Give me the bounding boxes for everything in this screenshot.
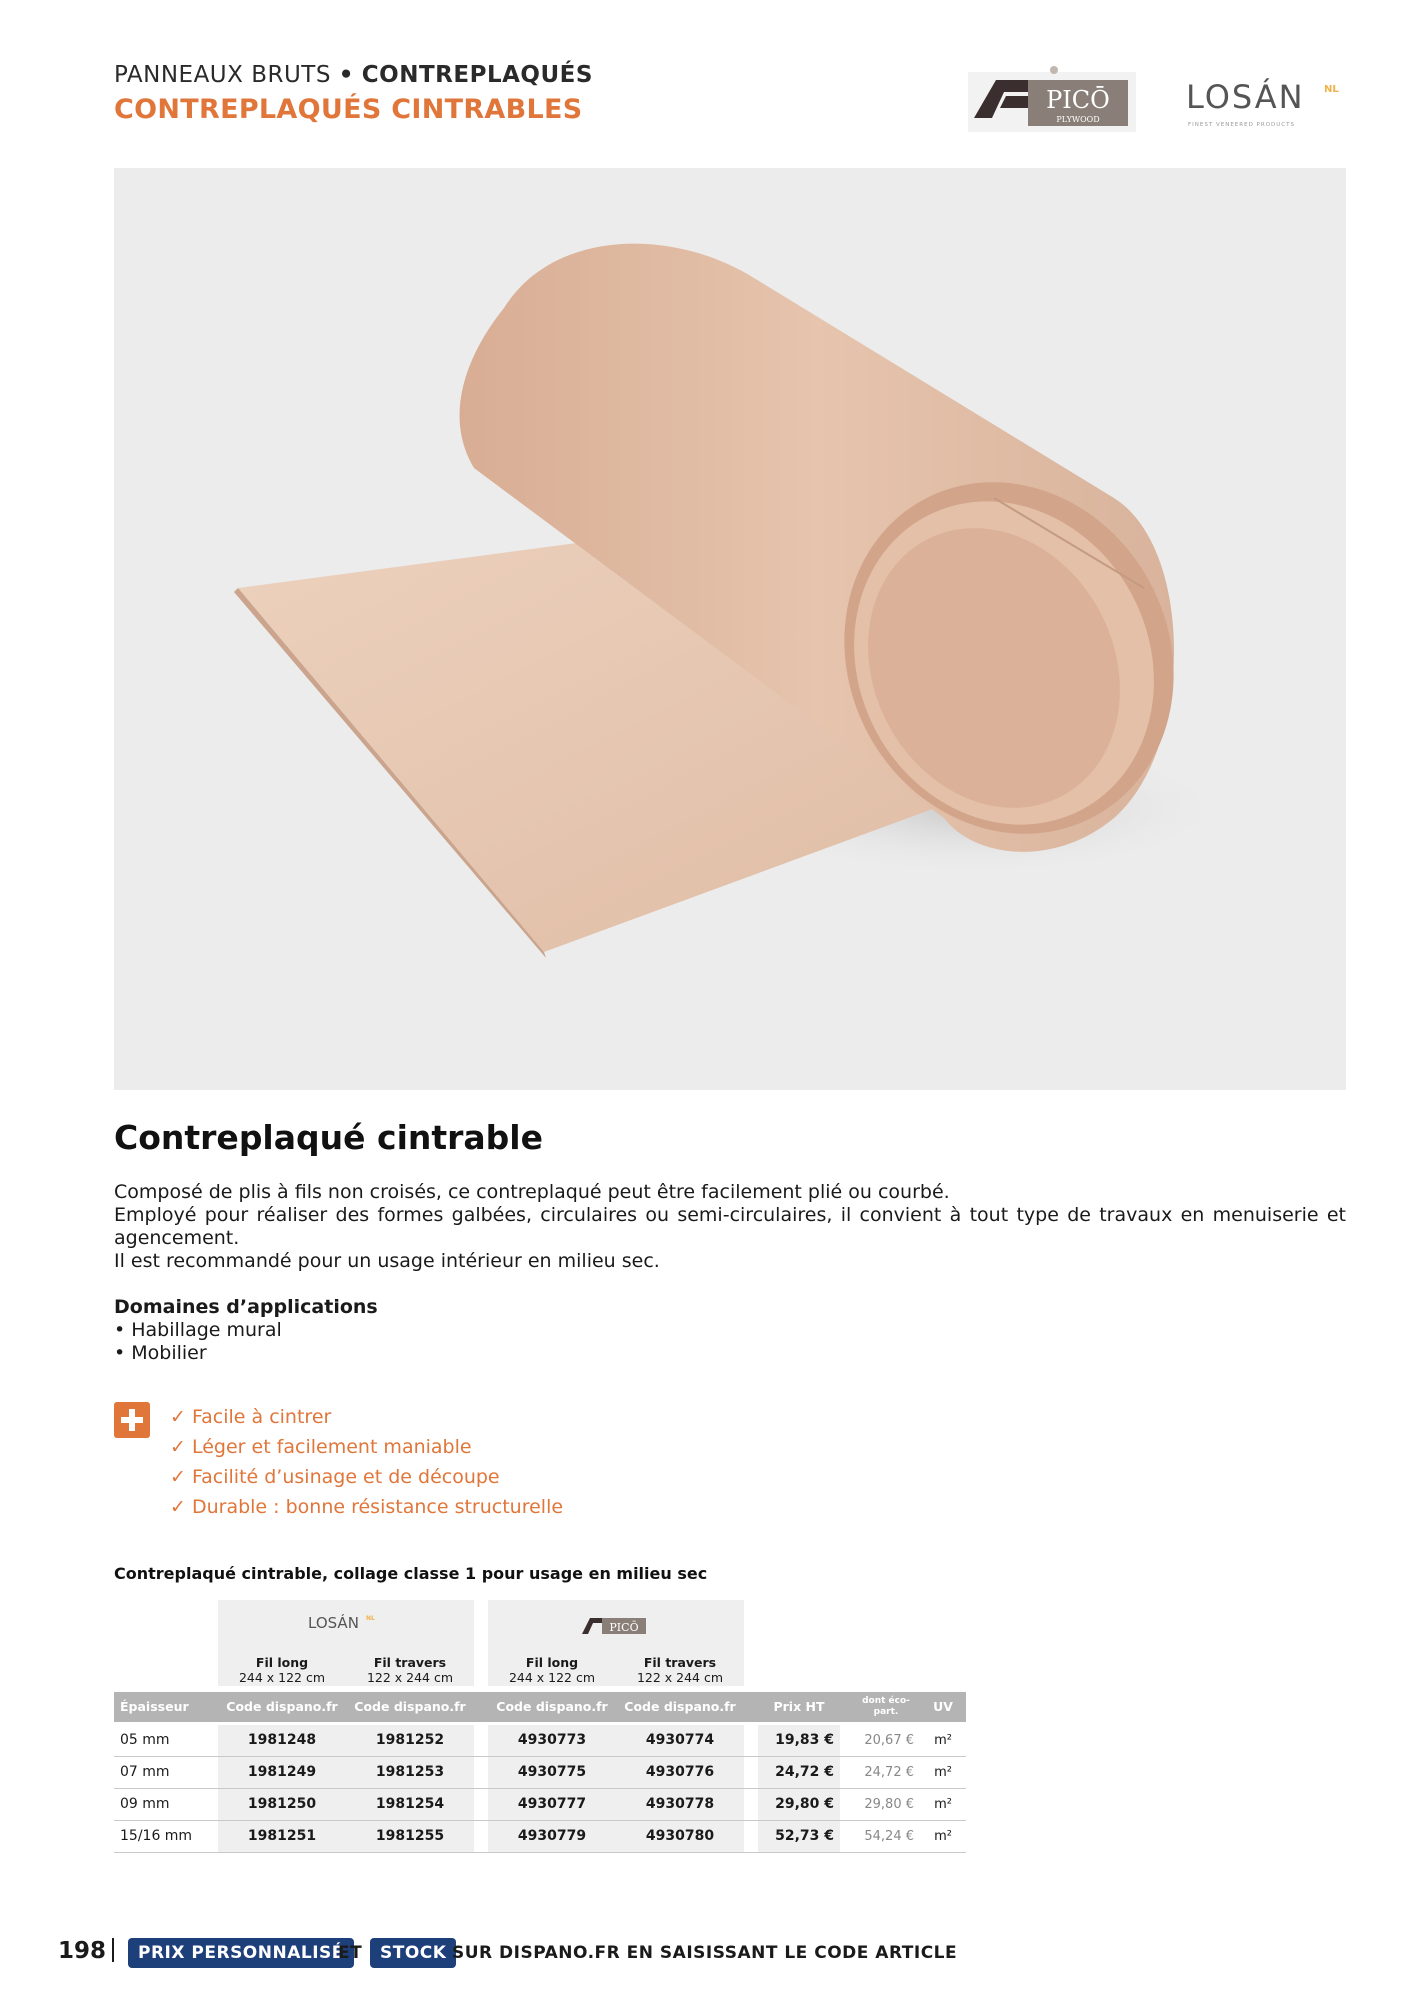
benefit-item: ✓ Facile à cintrer <box>170 1406 332 1428</box>
footer-et: ET <box>338 1943 363 1963</box>
application-domains <box>114 1296 378 1365</box>
benefit-item: ✓ Facilité d’usinage et de découpe <box>170 1466 500 1488</box>
fil-long-dim: 244 x 122 cm <box>508 1670 596 1685</box>
cell-code: 1981250 <box>247 1796 317 1812</box>
cell-uv: m² <box>934 1829 952 1844</box>
losan-small-sup: NL <box>366 1615 375 1622</box>
benefits-list <box>170 1402 563 1522</box>
benefit-item: ✓ Léger et facilement maniable <box>170 1436 472 1458</box>
domains-heading: Domaines d’applications <box>114 1296 378 1318</box>
table-row <box>114 1725 966 1757</box>
pico-logo-text: PICŌ <box>1046 86 1110 114</box>
pico-small-logo <box>580 1614 650 1636</box>
domain-item: • Mobilier <box>114 1342 207 1364</box>
promo-pill-prix: PRIX PERSONNALISÉ <box>128 1938 354 1968</box>
cell-code: 4930777 <box>517 1796 587 1812</box>
promo-pill-stock: STOCK <box>370 1938 456 1968</box>
cell-code: 4930778 <box>645 1796 715 1812</box>
pico-small-text: PICŌ <box>609 1621 639 1634</box>
cell-uv: m² <box>934 1765 952 1780</box>
cell-epaisseur: 05 mm <box>120 1732 170 1748</box>
col-eco-part: dont éco-part. <box>862 1696 910 1717</box>
fil-long-header <box>222 1655 342 1685</box>
cell-price: 19,83 € <box>758 1725 840 1756</box>
fil-travers-header <box>350 1655 470 1685</box>
col-prix-ht: Prix HT <box>773 1699 825 1714</box>
pico-plywood-logo <box>968 62 1148 138</box>
page-number: 198 <box>58 1938 107 1964</box>
footer-divider <box>112 1938 114 1962</box>
product-description <box>114 1181 1346 1273</box>
crumb-category: PANNEAUX BRUTS <box>114 62 331 88</box>
cell-code: 1981248 <box>247 1732 317 1748</box>
crumb-subcategory: CONTREPLAQUÉS <box>361 62 593 88</box>
cell-epaisseur: 15/16 mm <box>120 1828 193 1844</box>
losan-logo <box>1186 76 1346 132</box>
cell-code: 4930779 <box>517 1828 587 1844</box>
table-row <box>114 1789 966 1821</box>
footer-cta-text: SUR DISPANO.FR EN SAISISSANT LE CODE ARTICLE <box>452 1943 958 1963</box>
col-epaisseur: Épaisseur <box>120 1699 189 1714</box>
fil-long-header <box>492 1655 612 1685</box>
losan-small-logo <box>308 1612 388 1634</box>
col-code-pico-long: Code dispano.fr <box>496 1699 608 1714</box>
cell-price: 52,73 € <box>758 1821 840 1852</box>
table-row <box>114 1821 966 1853</box>
fil-long-label: Fil long <box>525 1655 579 1670</box>
cell-code: 1981254 <box>375 1796 445 1812</box>
cell-code: 1981251 <box>247 1828 317 1844</box>
cell-epaisseur: 09 mm <box>120 1796 170 1812</box>
benefit-item: ✓ Durable : bonne résistance structurelle <box>170 1496 564 1518</box>
description-line: Il est recommandé pour un usage intérieur en milieu sec. <box>114 1250 660 1272</box>
cell-price: 24,72 € <box>758 1757 840 1788</box>
cell-uv: m² <box>934 1733 952 1748</box>
col-uv: UV <box>933 1699 953 1714</box>
pico-brand-header <box>488 1600 744 1686</box>
cell-uv: m² <box>934 1797 952 1812</box>
fil-long-label: Fil long <box>255 1655 309 1670</box>
col-code-losan-long: Code dispano.fr <box>226 1699 338 1714</box>
product-title: Contreplaqué cintrable <box>114 1118 543 1157</box>
losan-brand-header <box>218 1600 474 1686</box>
crumb-separator: • <box>338 62 354 88</box>
page-subtitle: CONTREPLAQUÉS CINTRABLES <box>114 94 583 125</box>
cell-code: 1981252 <box>375 1732 445 1748</box>
fil-travers-label: Fil travers <box>373 1655 447 1670</box>
losan-logo-text: LOSÁN <box>1186 78 1305 116</box>
fil-travers-dim: 122 x 244 cm <box>366 1670 454 1685</box>
losan-small-text: LOSÁN <box>308 1614 359 1632</box>
cell-eco-part: 54,24 € <box>864 1829 914 1844</box>
domain-item: • Habillage mural <box>114 1319 282 1341</box>
cell-code: 4930773 <box>517 1732 587 1748</box>
cell-eco-part: 29,80 € <box>864 1797 914 1812</box>
fil-travers-dim: 122 x 244 cm <box>636 1670 724 1685</box>
description-line: Composé de plis à fils non croisés, ce contreplaqué peut être facilement plié ou courbé. <box>114 1181 950 1203</box>
losan-logo-tagline: FINEST VENEERED PRODUCTS <box>1188 122 1295 128</box>
description-line: Employé pour réaliser des formes galbées, circulaires ou semi-circulaires, il convient à tout type de travaux en menuiserie et agencement. <box>114 1204 1346 1249</box>
fil-travers-header <box>620 1655 740 1685</box>
pico-logo-subtext: PLYWOOD <box>1056 115 1100 124</box>
losan-logo-sup: NL <box>1324 84 1339 95</box>
cell-code: 4930776 <box>645 1764 715 1780</box>
breadcrumb <box>114 62 593 88</box>
cell-eco-part: 24,72 € <box>864 1765 914 1780</box>
cell-code: 1981253 <box>375 1764 445 1780</box>
table-header-row <box>114 1692 966 1722</box>
col-code-pico-travers: Code dispano.fr <box>624 1699 736 1714</box>
plus-icon <box>114 1402 150 1438</box>
cell-code: 4930775 <box>517 1764 587 1780</box>
table-row <box>114 1757 966 1789</box>
cell-code: 4930780 <box>645 1828 715 1844</box>
col-code-losan-travers: Code dispano.fr <box>354 1699 466 1714</box>
cell-epaisseur: 07 mm <box>120 1764 170 1780</box>
cell-code: 1981249 <box>247 1764 317 1780</box>
product-photo <box>114 168 1346 1090</box>
cell-price: 29,80 € <box>758 1789 840 1820</box>
cell-code: 1981255 <box>375 1828 445 1844</box>
fil-travers-label: Fil travers <box>643 1655 717 1670</box>
cell-code: 4930774 <box>645 1732 715 1748</box>
table-title: Contreplaqué cintrable, collage classe 1 pour usage en milieu sec <box>114 1564 708 1583</box>
fil-long-dim: 244 x 122 cm <box>238 1670 326 1685</box>
cell-eco-part: 20,67 € <box>864 1733 914 1748</box>
